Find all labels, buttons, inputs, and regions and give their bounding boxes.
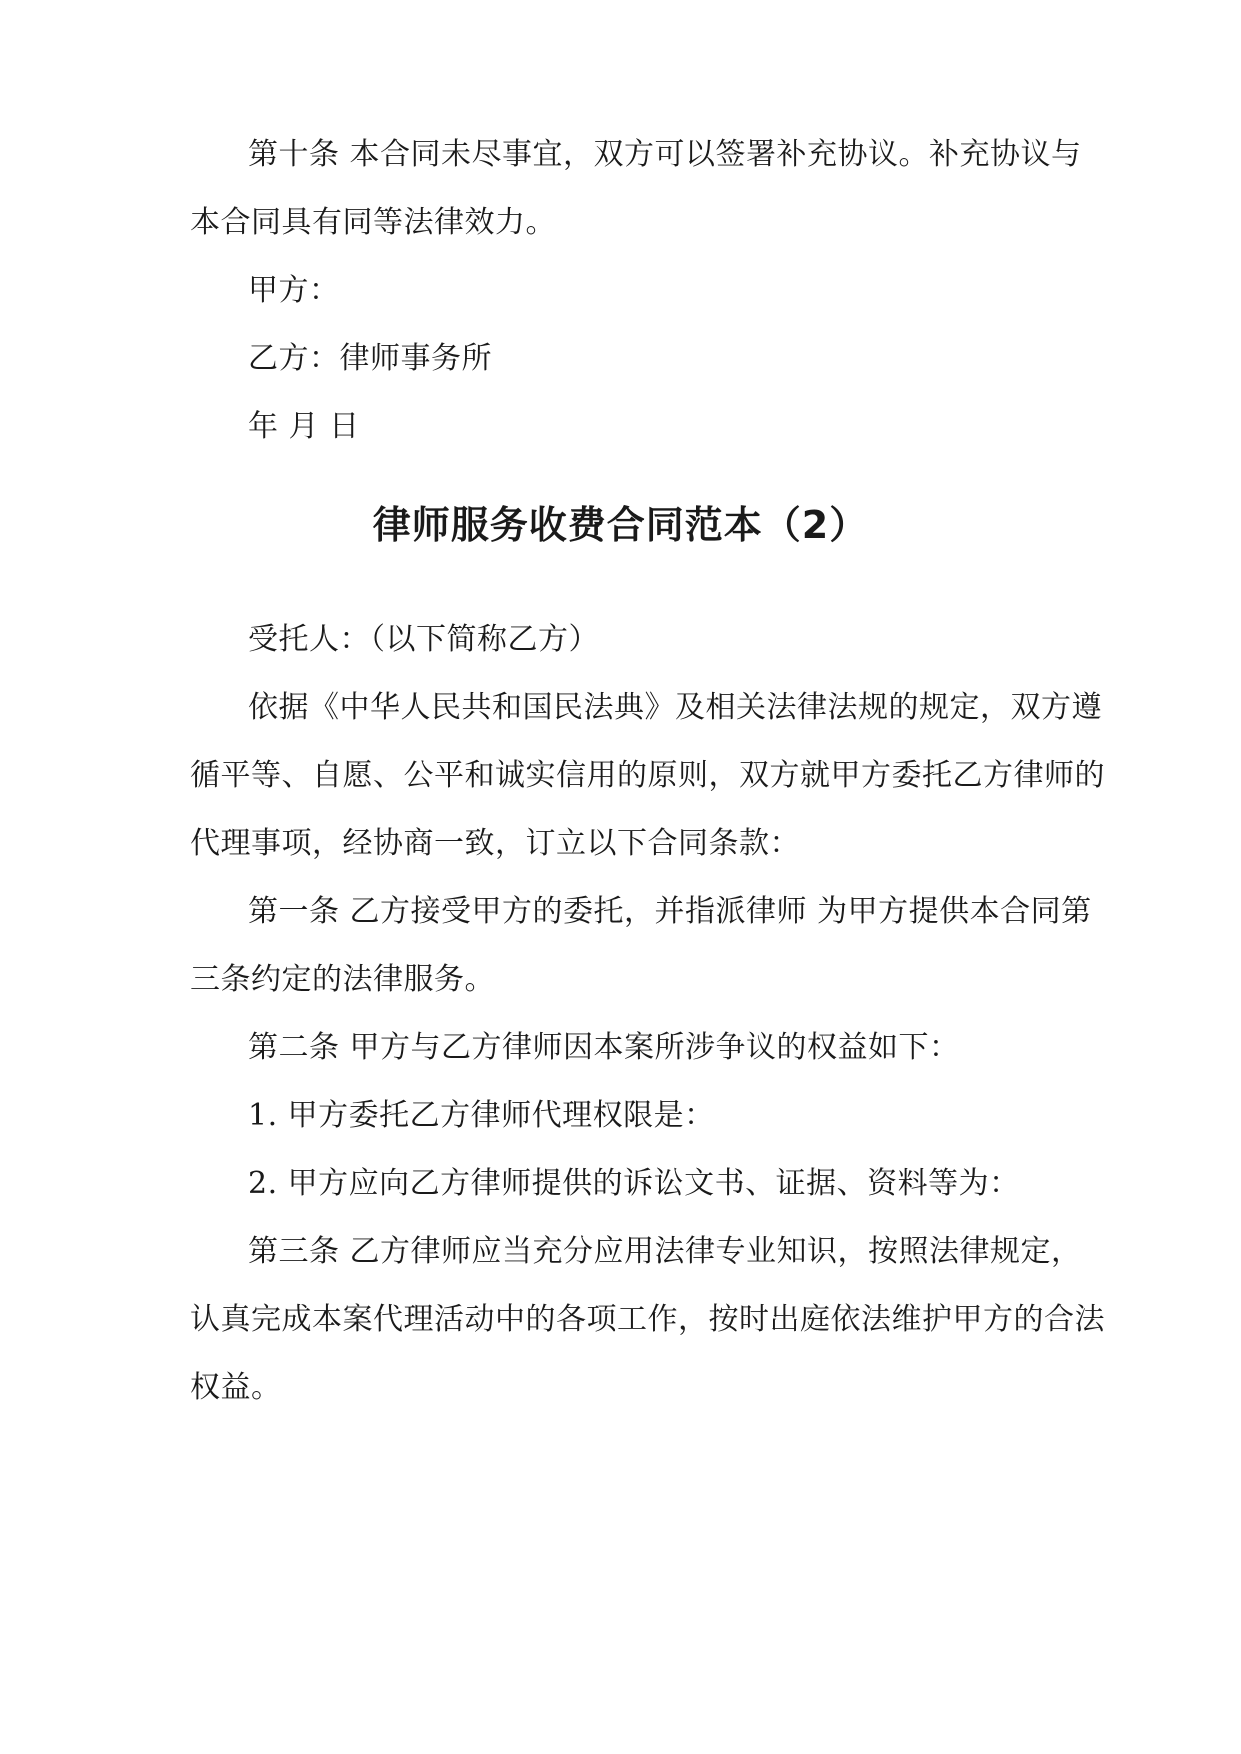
preamble-line-1: 依据《中华人民共和国民法典》及相关法律法规的规定，双方遵 (248, 690, 1102, 725)
clause-one-line-2: 三条约定的法律服务。 (190, 962, 495, 997)
clause-one-line-1: 第一条 乙方接受甲方的委托，并指派律师 为甲方提供本合同第 (248, 894, 1092, 929)
preamble-line-2: 循平等、自愿、公平和诚实信用的原则，双方就甲方委托乙方律师的 (190, 758, 1105, 793)
preamble-line-3: 代理事项，经协商一致，订立以下合同条款： (190, 826, 800, 861)
clause-two-line: 第二条 甲方与乙方律师因本案所涉争议的权益如下： (248, 1030, 960, 1065)
list-item-2: 2. 甲方应向乙方律师提供的诉讼文书、证据、资料等为： (248, 1166, 1020, 1201)
clause-three-line-2: 认真完成本案代理活动中的各项工作，按时出庭依法维护甲方的合法 (190, 1302, 1105, 1337)
clause-ten-line-2: 本合同具有同等法律效力。 (190, 205, 556, 240)
date-line: 年 月 日 (248, 409, 360, 444)
party-a-label: 甲方： (248, 273, 340, 308)
clause-three-line-1: 第三条 乙方律师应当充分应用法律专业知识，按照法律规定， (248, 1234, 1082, 1269)
clause-three-line-3: 权益。 (190, 1370, 282, 1405)
trustee-line: 受托人：（以下简称乙方） (248, 622, 599, 657)
document-title: 律师服务收费合同范本（2） (372, 503, 869, 547)
party-b-label: 乙方：律师事务所 (248, 341, 492, 376)
list-item-1: 1. 甲方委托乙方律师代理权限是： (248, 1098, 715, 1133)
clause-ten-line-1: 第十条 本合同未尽事宜，双方可以签署补充协议。补充协议与 (248, 137, 1082, 172)
